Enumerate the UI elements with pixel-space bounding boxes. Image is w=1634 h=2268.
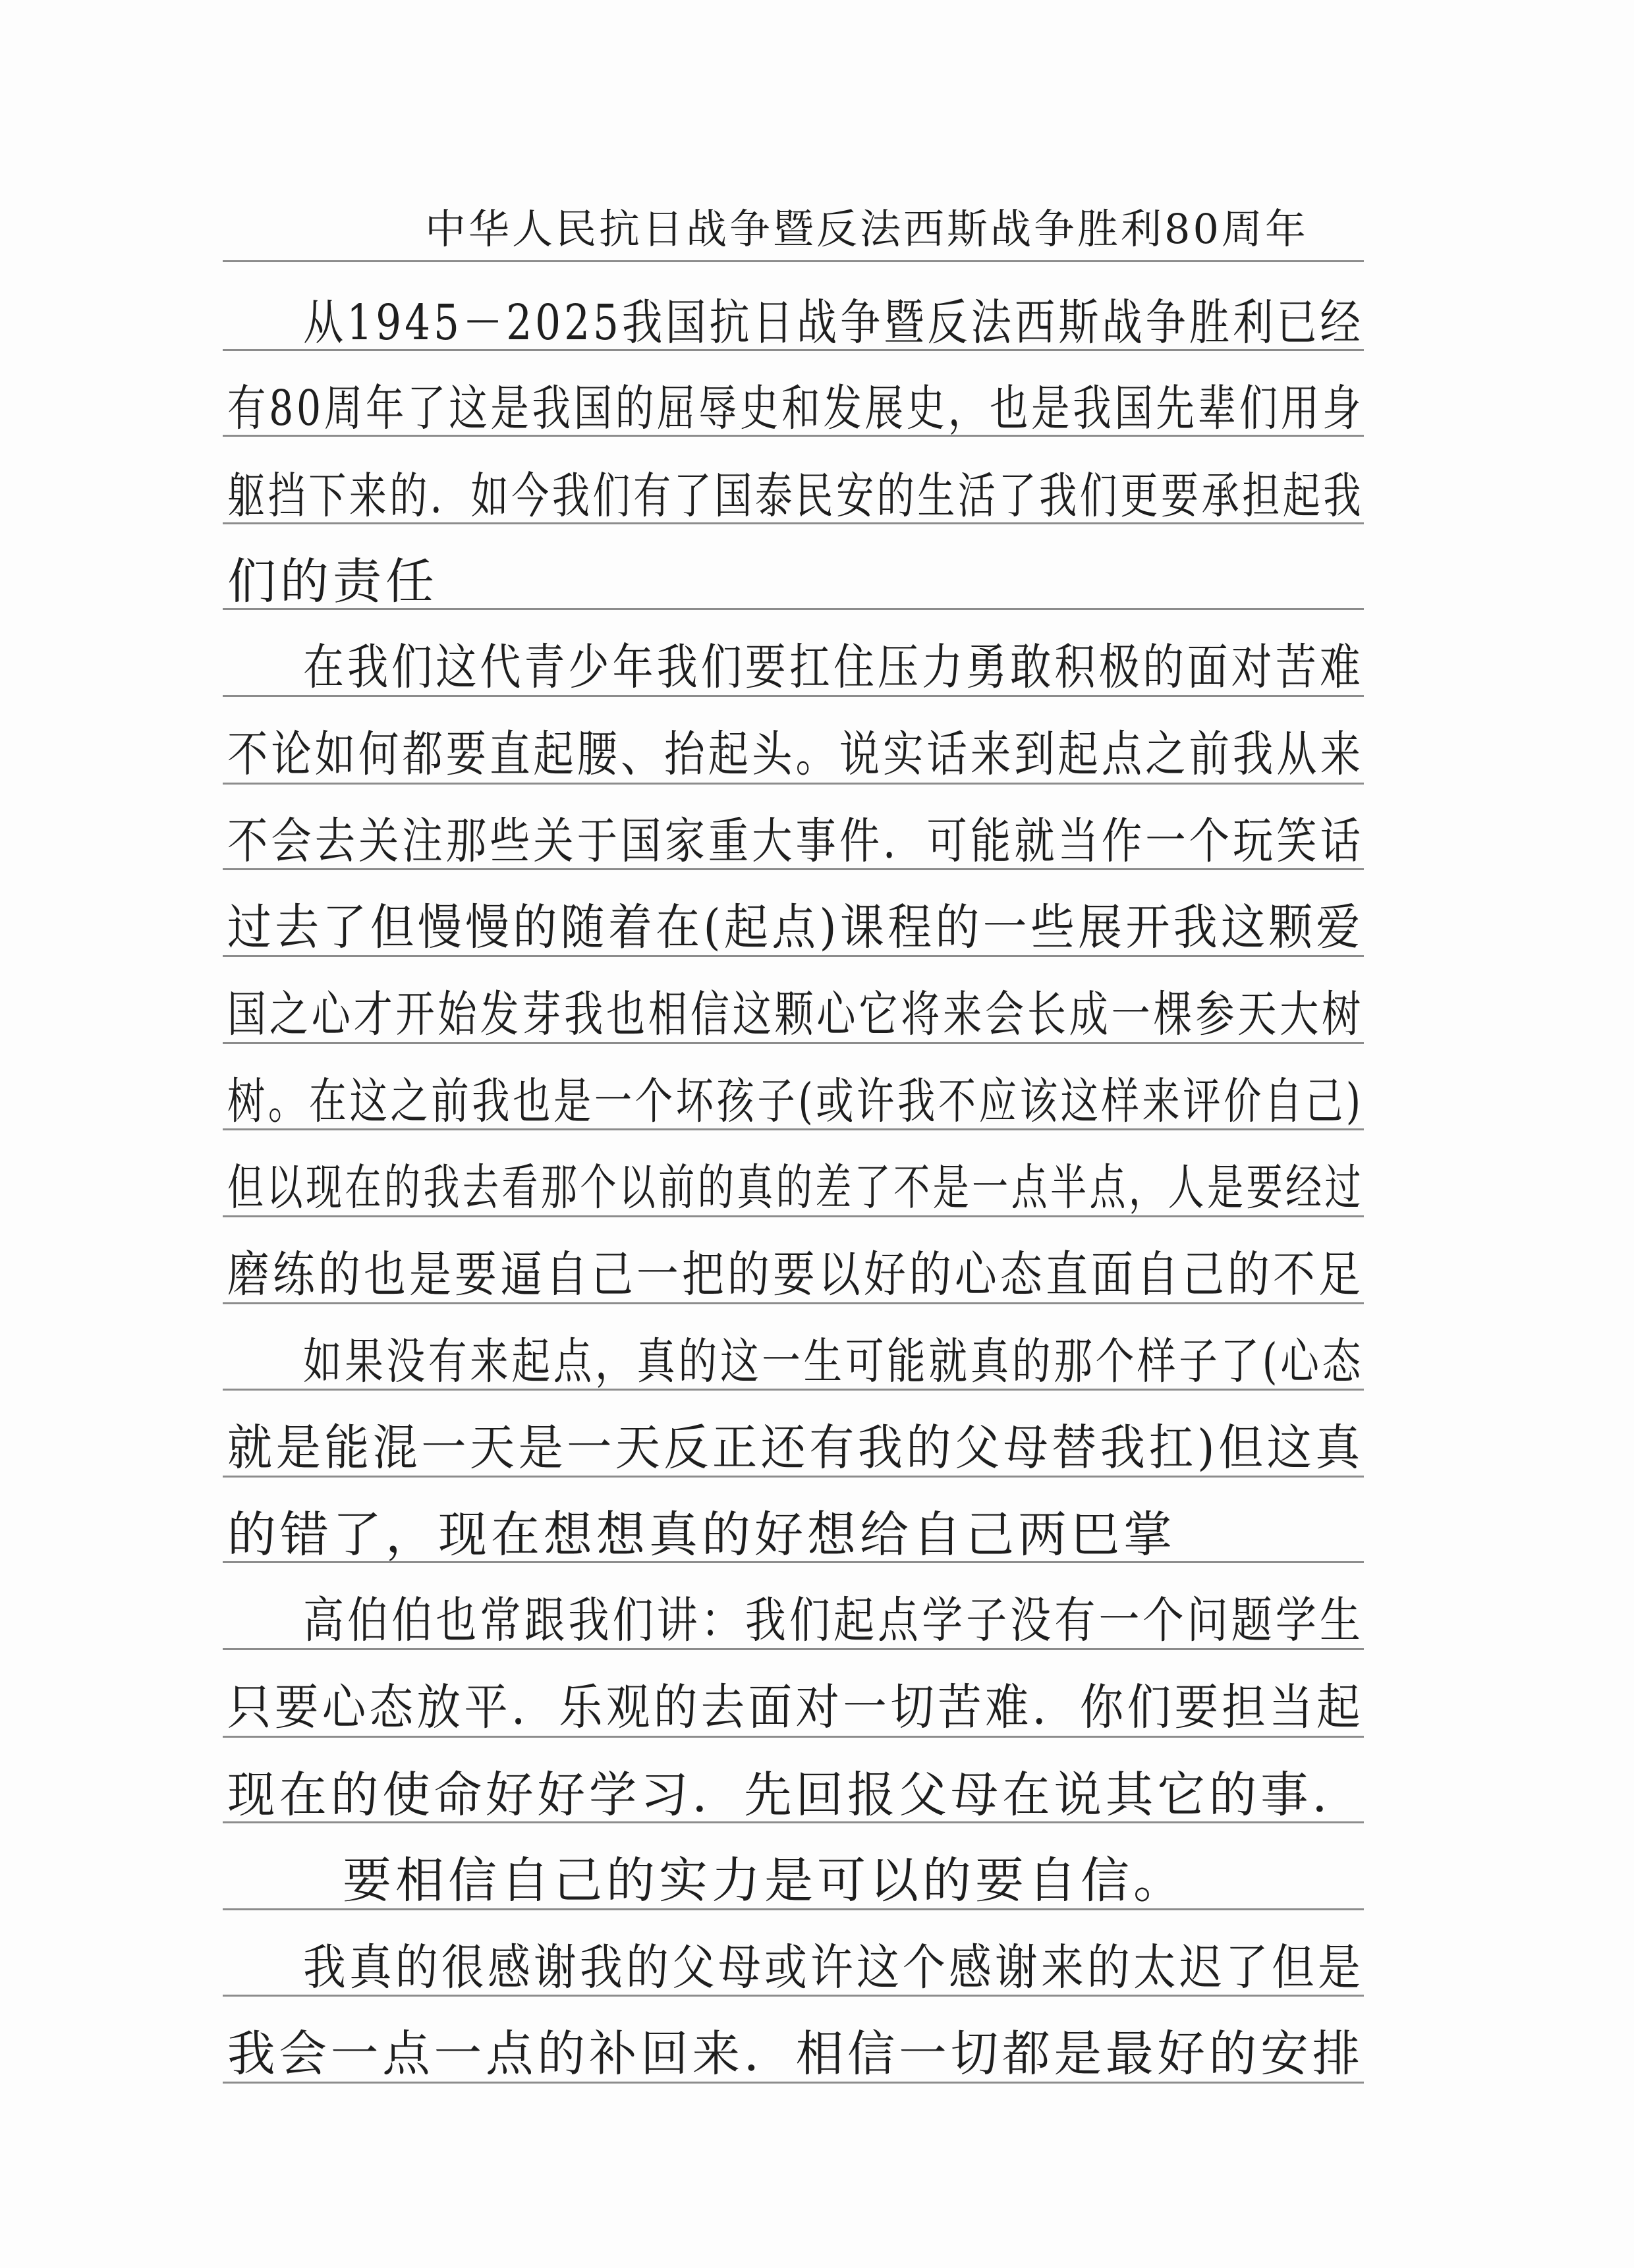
text-line: 从1945－2025我国抗日战争暨反法西斯战争胜利已经 <box>303 294 1364 351</box>
text-line: 不会去关注那些关于国家重大事件．可能就当作一个玩笑话 <box>227 813 1364 870</box>
text-line: 只要心态放平．乐观的去面对一切苦难．你们要担当起 <box>227 1679 1364 1736</box>
ruled-line <box>223 260 1364 262</box>
page-title: 中华人民抗日战争暨反法西斯战争胜利80周年 <box>425 205 1309 253</box>
text-line: 就是能混一天是一天反正还有我的父母替我扛)但这真 <box>227 1420 1364 1476</box>
text-line: 但以现在的我去看那个以前的真的差了不是一点半点，人是要经过 <box>227 1159 1364 1216</box>
text-line: 磨练的也是要逼自己一把的要以好的心态直面自己的不足 <box>227 1246 1364 1303</box>
text-line: 要相信自己的实力是可以的要自信。 <box>343 1852 1186 1909</box>
text-line: 过去了但慢慢的随着在(起点)课程的一些展开我这颗爱 <box>227 899 1364 956</box>
text-line: 国之心才开始发芽我也相信这颗心它将来会长成一棵参天大树 <box>227 986 1364 1043</box>
text-line: 高伯伯也常跟我们讲：我们起点学子没有一个问题学生 <box>303 1592 1364 1649</box>
text-line: 的错了，现在想想真的好想给自己两巴掌 <box>227 1507 1176 1563</box>
text-line: 们的责任 <box>227 553 438 610</box>
text-line: 如果没有来起点，真的这一生可能就真的那个样子了(心态 <box>303 1333 1364 1390</box>
text-line: 现在的使命好好学习．先回报父母在说其它的事． <box>227 1767 1364 1823</box>
text-line: 在我们这代青少年我们要扛住压力勇敢积极的面对苦难 <box>303 639 1364 696</box>
text-line: 我真的很感谢我的父母或许这个感谢来的太迟了但是 <box>303 1939 1364 1996</box>
text-line: 有80周年了这是我国的屈辱史和发展史，也是我国先辈们用身 <box>227 380 1365 437</box>
text-line: 不论如何都要直起腰、抬起头。说实话来到起点之前我从来 <box>227 726 1364 783</box>
text-line: 树。在这之前我也是一个坏孩子(或许我不应该这样来评价自己) <box>227 1073 1364 1130</box>
text-line: 我会一点一点的补回来．相信一切都是最好的安排 <box>227 2026 1364 2082</box>
text-line: 躯挡下来的．如今我们有了国泰民安的生活了我们更要承担起我 <box>227 468 1365 524</box>
